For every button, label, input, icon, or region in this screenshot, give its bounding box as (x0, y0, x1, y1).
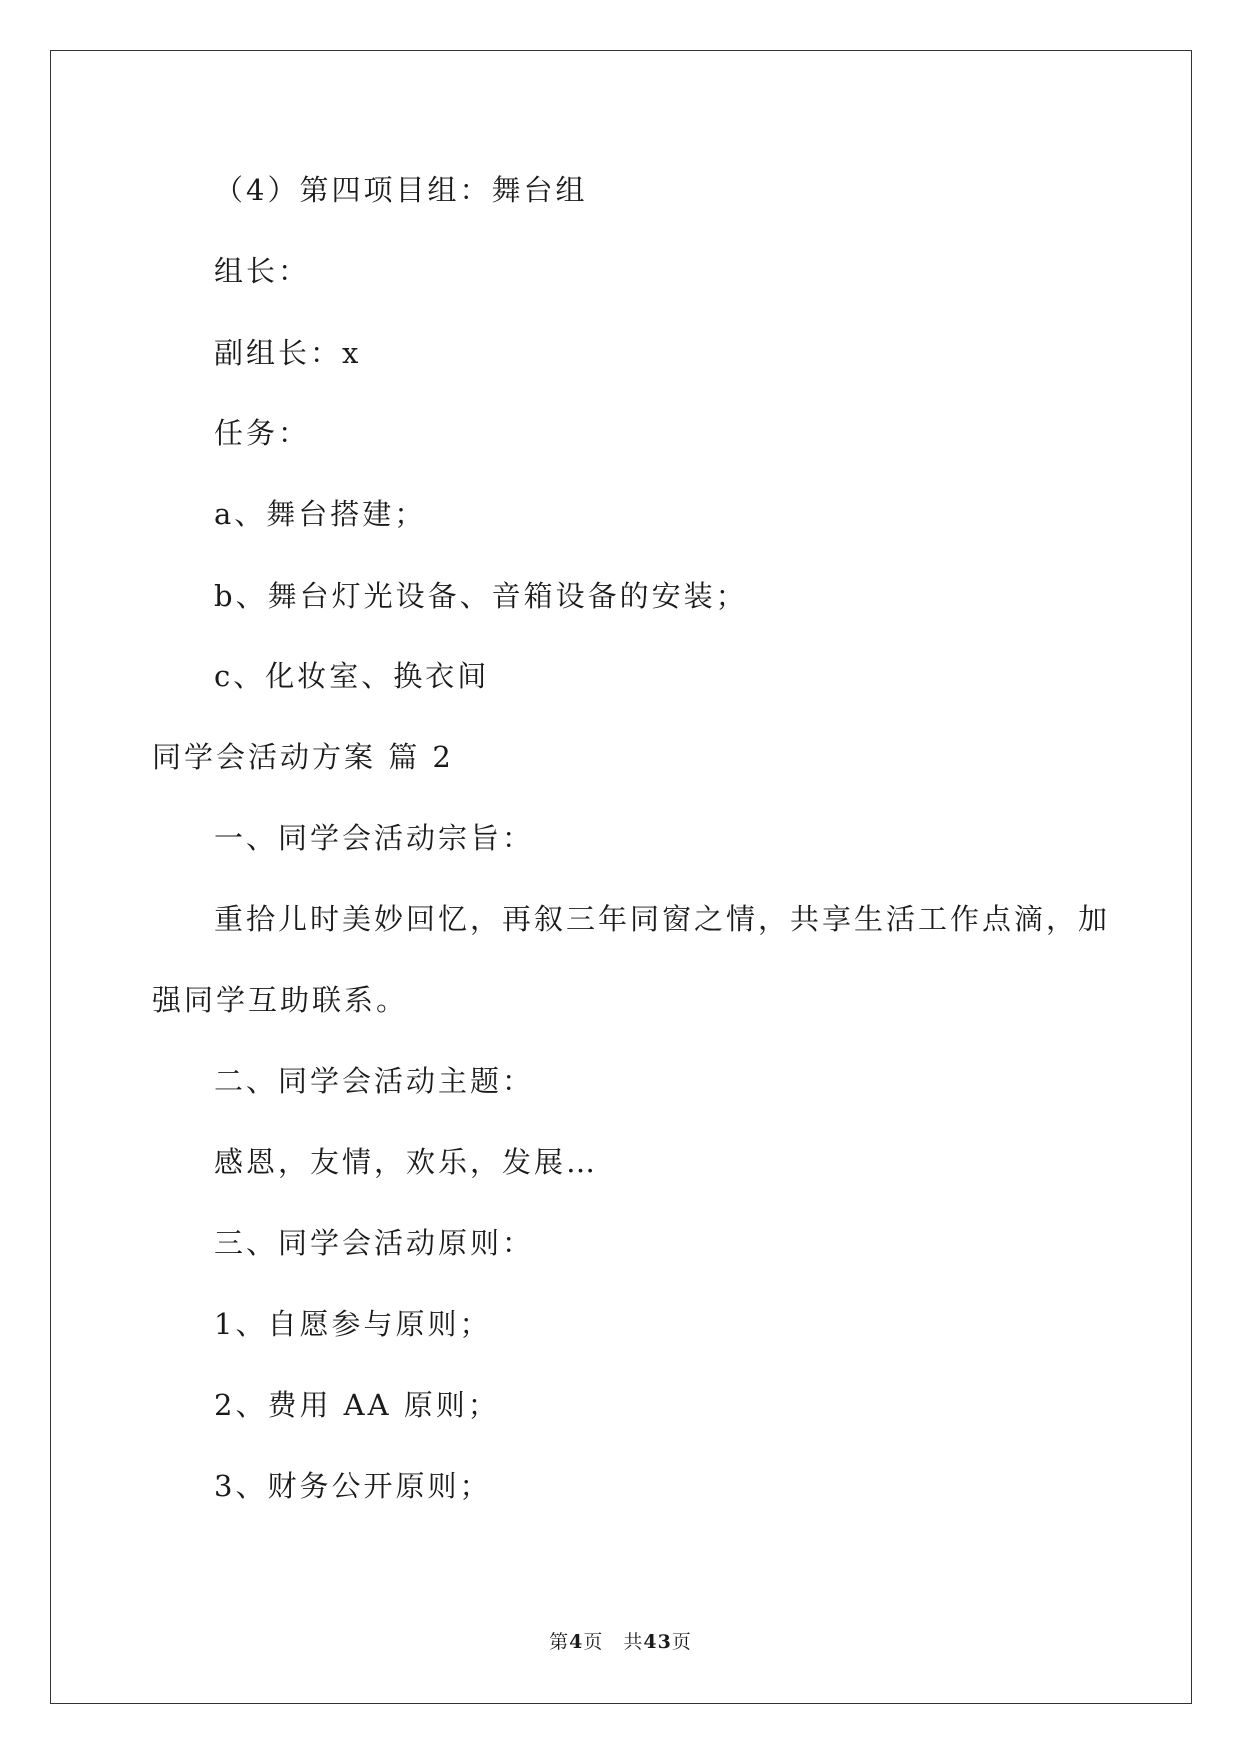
text-line: 三、同学会活动原则： (214, 1226, 535, 1260)
text-line: 强同学互助联系。 (152, 983, 409, 1017)
text-line: a、舞台搭建； (214, 497, 427, 531)
footer-prefix: 第 (549, 1631, 570, 1653)
text-line: 2、费用 AA 原则； (214, 1388, 500, 1422)
text-line: c、化妆室、换衣间 (214, 659, 490, 693)
text-line: 3、财务公开原则； (214, 1469, 492, 1503)
total-pages: 43 (643, 1631, 672, 1653)
text-line: 二、同学会活动主题： (214, 1064, 535, 1098)
text-line: 1、自愿参与原则； (214, 1307, 492, 1341)
footer-suffix: 页 (671, 1631, 692, 1653)
page-number: 4 (569, 1631, 584, 1653)
page-footer (0, 1633, 1241, 1652)
text-line: 副组长：x (214, 336, 362, 370)
text-line: （4）第四项目组：舞台组 (214, 173, 588, 207)
text-line: 感恩，友情，欢乐，发展… (214, 1145, 599, 1179)
text-line: 任务： (214, 416, 311, 450)
page-border (50, 50, 1192, 1704)
text-line: 组长： (214, 254, 311, 288)
text-line: b、舞台灯光设备、音箱设备的安装； (214, 579, 748, 613)
footer-middle: 页 共 (583, 1631, 644, 1653)
text-line: 重拾儿时美妙回忆，再叙三年同窗之情，共享生活工作点滴，加 (214, 902, 1111, 936)
section-heading: 同学会活动方案 篇 2 (152, 740, 454, 774)
text-line: 一、同学会活动宗旨： (214, 821, 535, 855)
